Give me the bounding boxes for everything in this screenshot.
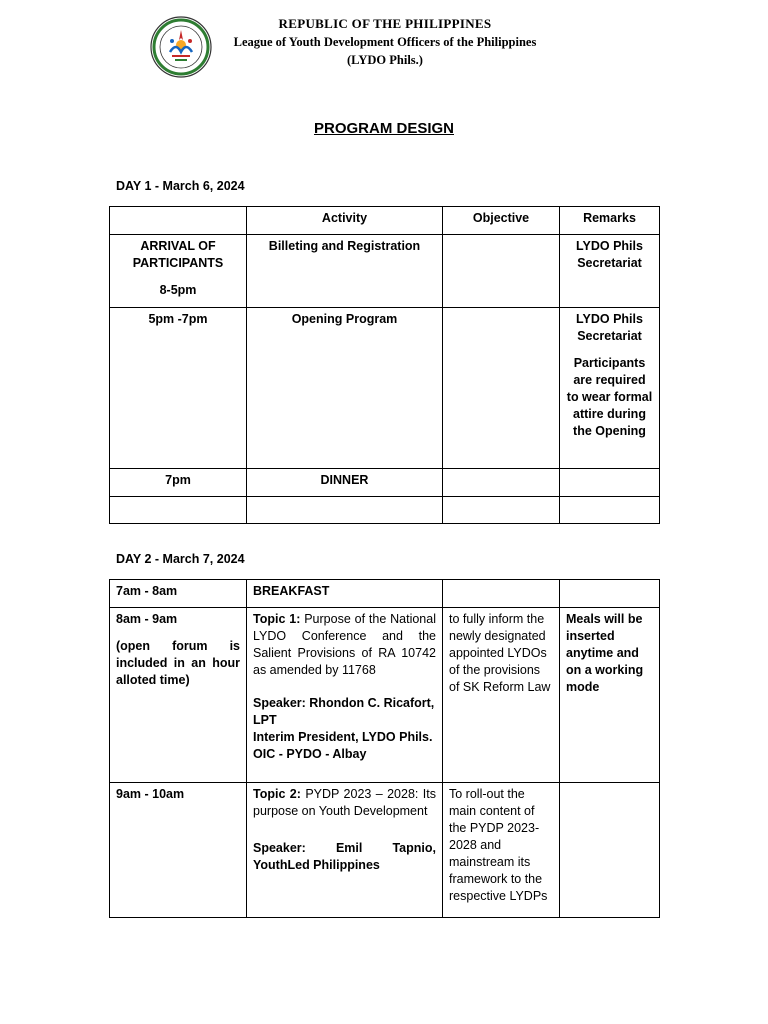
objective-cell	[443, 497, 560, 524]
header-time	[110, 207, 247, 235]
time-cell: 5pm -7pm	[110, 308, 247, 469]
time-cell	[110, 608, 247, 783]
topic-text: Purpose of the National LYDO Conference and the Salient Provisions of RA 10742 as amended by 11768	[253, 612, 436, 677]
activity-cell: Opening Program	[247, 308, 443, 469]
table-row	[110, 469, 660, 497]
objective-cell	[443, 235, 560, 308]
topic-text: PYDP 2023 – 2028: Its purpose on Youth Development	[253, 787, 436, 818]
remarks-cell	[560, 308, 660, 469]
day1-heading: DAY 1 - March 6, 2024	[116, 179, 245, 193]
time-cell: 9am - 10am	[110, 783, 247, 918]
activity-cell: Billeting and Registration	[247, 235, 443, 308]
time-range: 8am - 9am	[116, 612, 178, 626]
remarks-cell	[560, 497, 660, 524]
time-cell	[110, 235, 247, 308]
objective-cell	[443, 580, 560, 608]
time-note: (open forum is included in an hour alloted time)	[116, 639, 240, 687]
activity-cell: DINNER	[247, 469, 443, 497]
topic-label: Topic 2:	[253, 787, 301, 801]
day2-heading: DAY 2 - March 7, 2024	[116, 552, 245, 566]
objective-cell: To roll-out the main content of the PYDP 2023-2028 and mainstream its framework to the respective LYDPs	[443, 783, 560, 918]
day2-schedule-table	[109, 579, 660, 918]
remarks-cell	[560, 469, 660, 497]
letterhead-country: REPUBLIC OF THE PHILIPPINES	[278, 16, 492, 31]
lydo-seal-logo	[150, 16, 212, 78]
time-cell: 7pm	[110, 469, 247, 497]
activity-cell	[247, 783, 443, 918]
remarks-cell	[560, 580, 660, 608]
objective-cell	[443, 308, 560, 469]
remarks-text: LYDO Phils Secretariat	[576, 312, 643, 343]
day1-schedule-table	[109, 206, 660, 524]
table-header-row	[110, 207, 660, 235]
letterhead	[0, 0, 768, 80]
table-row	[110, 783, 660, 918]
remarks-cell: Meals will be inserted anytime and on a working mode	[560, 608, 660, 783]
time-label: ARRIVAL OF PARTICIPANTS	[132, 239, 224, 270]
remarks-cell: LYDO Phils Secretariat	[560, 235, 660, 308]
table-row	[110, 580, 660, 608]
time-range: 8-5pm	[159, 283, 197, 297]
header-objective: Objective	[443, 207, 560, 235]
activity-cell: BREAKFAST	[247, 580, 443, 608]
objective-cell: to fully inform the newly designated appointed LYDOs of the provisions of SK Reform Law	[443, 608, 560, 783]
speaker-name: Speaker: Rhondon C. Ricafort, LPT	[253, 696, 435, 727]
table-row	[110, 497, 660, 524]
table-row	[110, 608, 660, 783]
table-row	[110, 235, 660, 308]
header-activity: Activity	[247, 207, 443, 235]
topic-label: Topic 1:	[253, 612, 301, 626]
activity-cell	[247, 497, 443, 524]
letterhead-organization: League of Youth Development Officers of the Philippines	[233, 35, 537, 49]
document-title: PROGRAM DESIGN	[313, 120, 454, 137]
letterhead-text	[218, 15, 552, 69]
letterhead-acronym: (LYDO Phils.)	[347, 53, 423, 67]
time-cell: 7am - 8am	[110, 580, 247, 608]
remarks-note: Participants are required to wear formal attire during the Opening	[566, 356, 653, 438]
activity-cell	[247, 608, 443, 783]
remarks-cell	[560, 783, 660, 918]
speaker-office: OIC - PYDO - Albay	[253, 747, 367, 761]
header-remarks: Remarks	[560, 207, 660, 235]
speaker-title: Interim President, LYDO Phils.	[253, 730, 433, 744]
time-cell	[110, 497, 247, 524]
topic-block	[253, 611, 436, 679]
table-row	[110, 308, 660, 469]
topic-block	[253, 786, 436, 820]
speaker-name: Speaker: Emil Tapnio, YouthLed Philippines	[253, 841, 436, 872]
objective-cell	[443, 469, 560, 497]
